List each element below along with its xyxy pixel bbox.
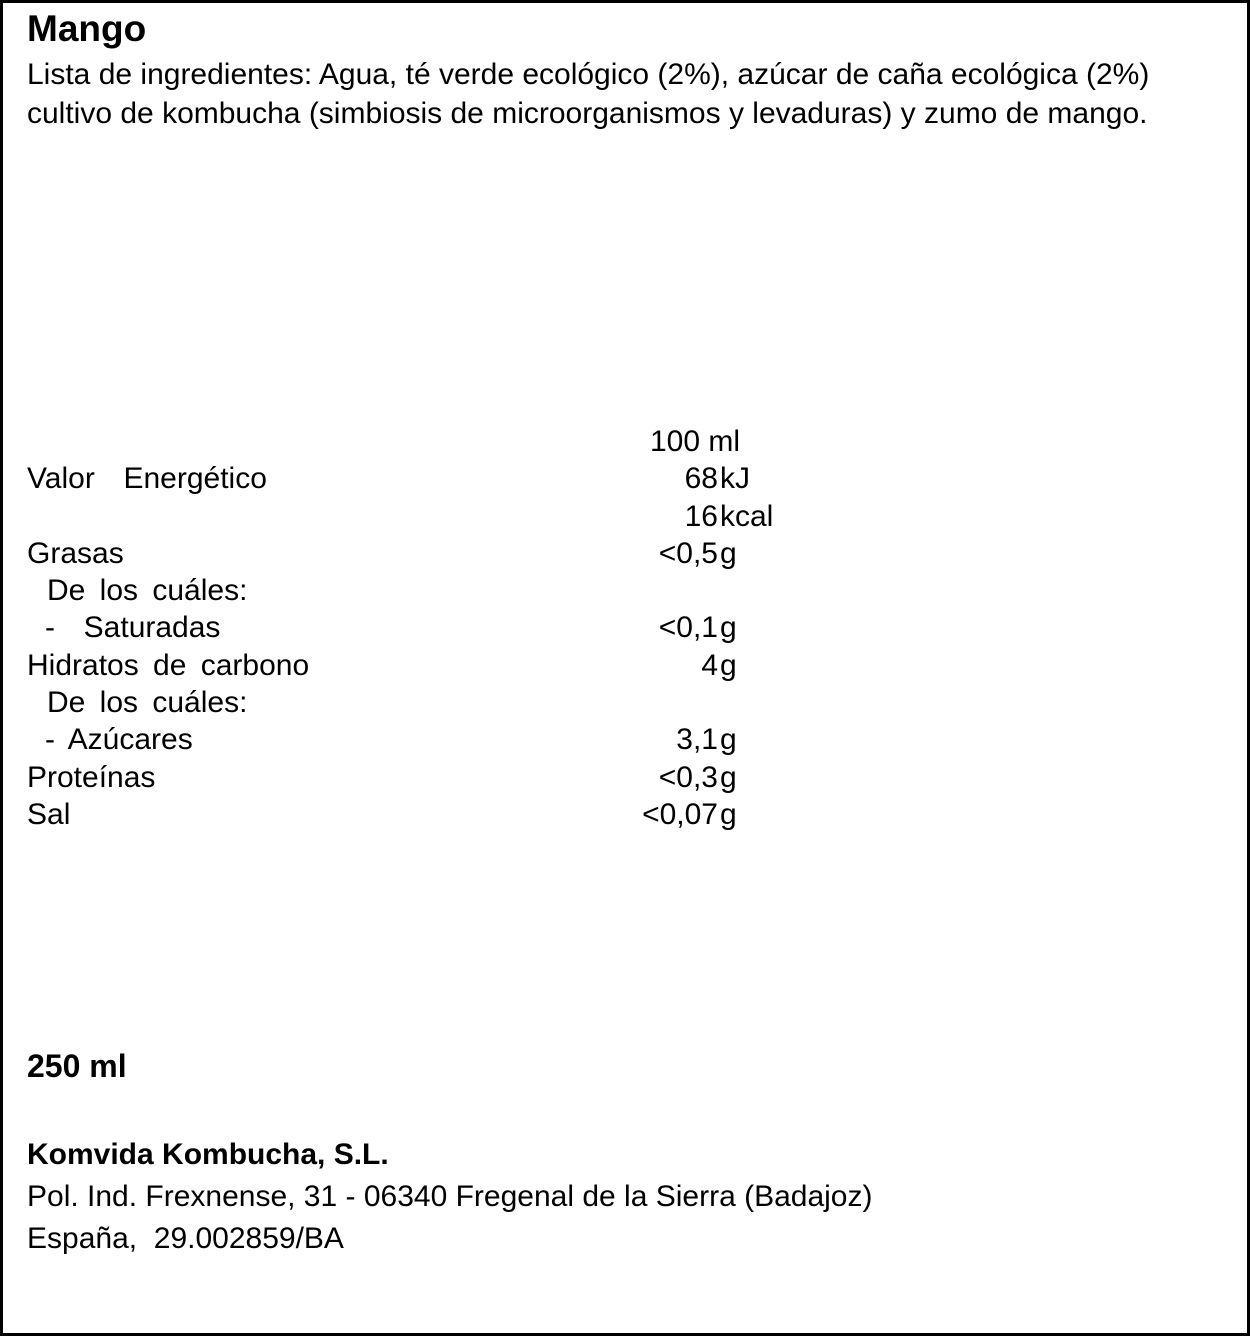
nutrition-row-carbohydrates bbox=[3, 647, 1250, 684]
nutrition-row-salt bbox=[3, 796, 1250, 833]
nutrient-unit: g bbox=[720, 611, 737, 644]
nutrient-name: Valor Energético bbox=[27, 462, 267, 495]
producer-country-registry: España, 29.002859/BA bbox=[27, 1222, 344, 1255]
nutrition-row-sugars bbox=[3, 721, 1250, 758]
nutrition-row-protein bbox=[3, 759, 1250, 796]
nutrition-row-saturated bbox=[3, 609, 1250, 646]
nutrient-name: Sal bbox=[27, 798, 71, 831]
nutrient-name: De los cuáles: bbox=[47, 574, 248, 607]
nutrition-row-energy-kj bbox=[3, 460, 1250, 497]
nutrient-name: De los cuáles: bbox=[47, 686, 248, 719]
nutrient-value: 16 bbox=[684, 500, 718, 533]
nutrient-unit: g bbox=[720, 649, 737, 682]
nutrition-row-fat-of-which bbox=[3, 572, 1250, 609]
nutrition-row-energy-kcal bbox=[3, 498, 1250, 535]
nutrient-value: <0,07 bbox=[642, 798, 718, 831]
nutrient-unit: g bbox=[720, 723, 737, 756]
nutrient-value: 68 bbox=[684, 462, 718, 495]
ingredients-list: Lista de ingredientes: Agua, té verde ecológico (2%), azúcar de caña ecológica (2%) cultivo de kombucha (simbiosis de microorganismos y levaduras) y zumo de mango. bbox=[27, 58, 1150, 130]
nutrient-unit: g bbox=[720, 761, 737, 794]
nutrition-column-header: 100 ml bbox=[650, 425, 741, 458]
nutrient-unit: kcal bbox=[720, 500, 774, 533]
producer-company: Komvida Kombucha, S.L. bbox=[27, 1138, 389, 1171]
producer-address: Pol. Ind. Frexnense, 31 - 06340 Fregenal de la Sierra (Badajoz) bbox=[27, 1180, 873, 1213]
nutrient-name: Hidratos de carbono bbox=[27, 649, 310, 682]
nutrient-unit: g bbox=[720, 798, 737, 831]
nutrient-unit: g bbox=[720, 537, 737, 570]
product-name: Mango bbox=[27, 8, 147, 49]
nutrition-row-carbs-of-which bbox=[3, 684, 1250, 721]
nutrient-unit: kJ bbox=[720, 462, 750, 495]
nutrient-value: <0,5 bbox=[658, 537, 718, 570]
nutrient-value: <0,1 bbox=[658, 611, 718, 644]
nutrient-name: Grasas bbox=[27, 537, 124, 570]
nutrient-value: 4 bbox=[701, 649, 718, 682]
net-volume: 250 ml bbox=[27, 1048, 127, 1084]
nutrient-name: Proteínas bbox=[27, 761, 156, 794]
nutrient-name: - Azúcares bbox=[45, 723, 193, 756]
nutrient-value: 3,1 bbox=[676, 723, 718, 756]
nutrient-name: - Saturadas bbox=[45, 611, 221, 644]
nutrient-value: <0,3 bbox=[658, 761, 718, 794]
nutrition-row-fat bbox=[3, 535, 1250, 572]
